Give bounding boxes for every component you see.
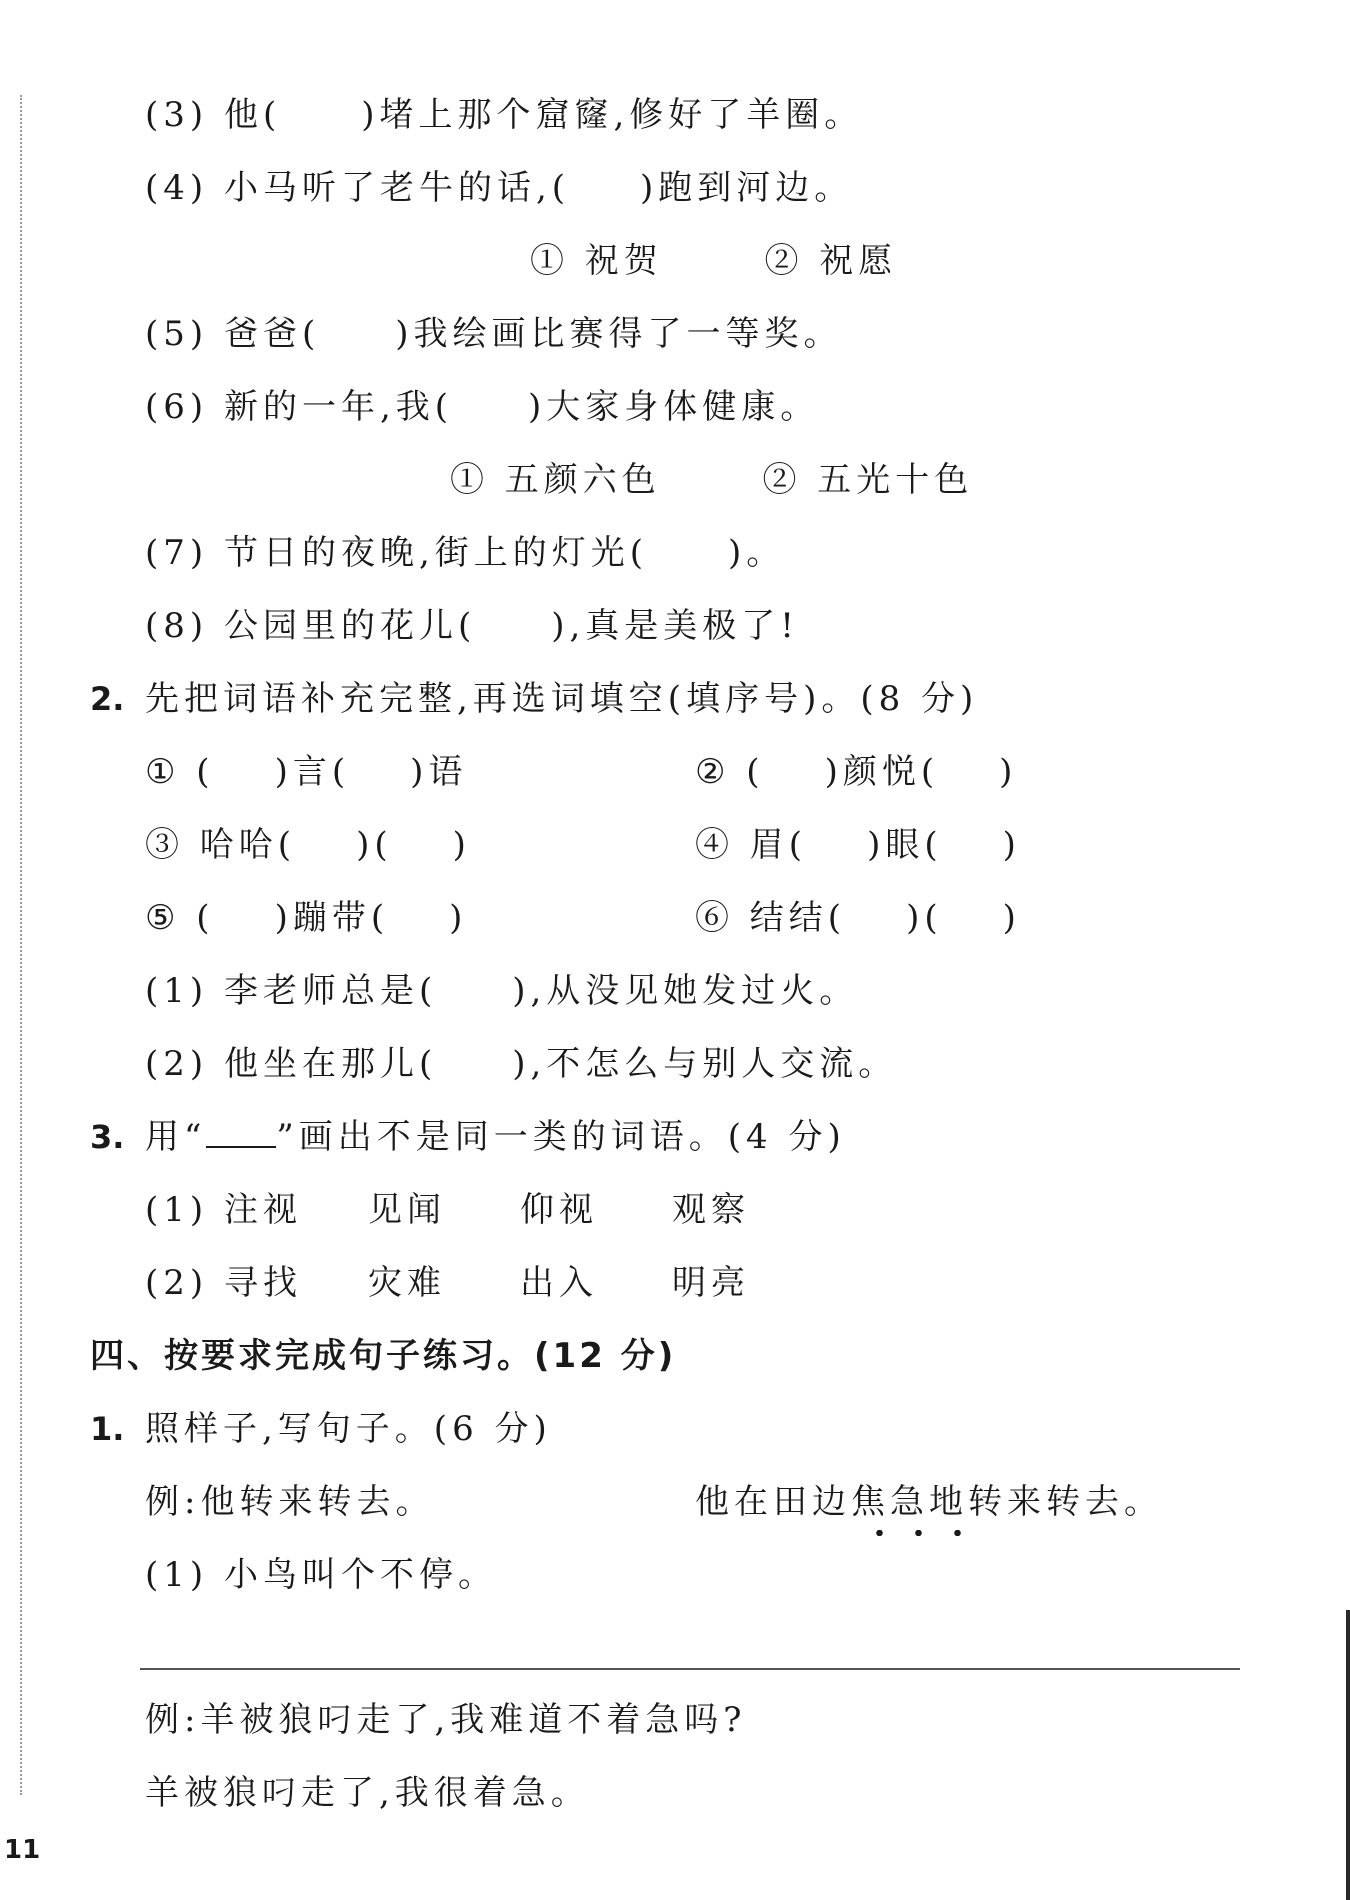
sentence-6 xyxy=(145,387,819,427)
page-number: 11 xyxy=(4,1835,41,1865)
question-4-1-title: 照样子,写句子。(6 分) xyxy=(145,1409,552,1449)
options-zhu xyxy=(530,241,897,281)
question-3-title: 用“ ”画出不是同一类的词语。(4 分) xyxy=(145,1117,846,1157)
example-2-line-2: 羊被狼叼走了,我很着急。 xyxy=(145,1773,590,1813)
word-group-2 xyxy=(145,1263,302,1303)
example-1-left: 例:他转来转去。 xyxy=(145,1482,435,1522)
sentence-4 xyxy=(145,168,853,208)
answer-line[interactable] xyxy=(140,1668,1240,1670)
sentence-5-post: )我绘画比赛得了一等奖。 xyxy=(395,314,843,354)
question-2-title: 先把词语补充完整,再选词填空(填序号)。(8 分) xyxy=(145,679,979,719)
sentence-8-pre: (8) 公园里的花儿( xyxy=(145,606,477,646)
word-5: ⑤ ( )蹦带( ) xyxy=(145,898,468,938)
section-4-title: 四、按要求完成句子练习。(12 分) xyxy=(90,1336,677,1376)
group-1-word-3[interactable]: 仰视 xyxy=(520,1190,598,1230)
word-1: ① ( )言( )语 xyxy=(145,752,468,792)
sentence-7-post: )。 xyxy=(728,533,786,573)
sentence-8 xyxy=(145,606,799,646)
word-2: ② ( )颜悦( ) xyxy=(695,752,1018,792)
option-1: ① 五颜六色 xyxy=(450,460,661,500)
sentence-6-post: )大家身体健康。 xyxy=(528,387,820,427)
sentence-5-pre: (5) 爸爸( xyxy=(145,314,321,354)
fill-sentence-1: (1) 李老师总是( ),从没见她发过火。 xyxy=(145,971,859,1011)
group-2-word-1[interactable]: (2) 寻找 xyxy=(145,1263,302,1303)
sentence-7 xyxy=(145,533,785,573)
page-edge-shadow xyxy=(1346,1610,1350,1900)
sentence-4-pre: (4) 小马听了老牛的话,( xyxy=(145,168,571,208)
sentence-6-pre: (6) 新的一年,我( xyxy=(145,387,454,427)
group-2-word-4[interactable]: 明亮 xyxy=(672,1263,750,1303)
binding-dotted-line xyxy=(20,95,22,1795)
example-2-line-1: 例:羊被狼叼走了,我难道不着急吗? xyxy=(145,1700,747,1740)
word-4: ④ 眉( )眼( ) xyxy=(695,825,1021,865)
group-2-word-2[interactable]: 灾难 xyxy=(368,1263,446,1303)
options-wu xyxy=(450,460,973,500)
word-6: ⑥ 结结( )( ) xyxy=(695,898,1021,938)
task-1-sentence: (1) 小鸟叫个不停。 xyxy=(145,1555,497,1595)
underline-sample xyxy=(206,1118,276,1148)
fill-sentence-2: (2) 他坐在那儿( ),不怎么与别人交流。 xyxy=(145,1044,898,1084)
emphasis-dotted-word: 焦急地 xyxy=(851,1482,968,1522)
sentence-3 xyxy=(145,95,863,135)
question-3-number: 3. xyxy=(90,1118,125,1156)
sentence-4-post: )跑到河边。 xyxy=(640,168,854,208)
group-1-word-4[interactable]: 观察 xyxy=(672,1190,750,1230)
group-1-word-1[interactable]: (1) 注视 xyxy=(145,1190,302,1230)
sentence-5 xyxy=(145,314,843,354)
sentence-7-pre: (7) 节日的夜晚,街上的灯光( xyxy=(145,533,649,573)
emphasis-dots xyxy=(851,1530,968,1536)
sentence-3-pre: (3) 他( xyxy=(145,95,282,135)
group-2-word-3[interactable]: 出入 xyxy=(520,1263,598,1303)
question-2-number: 2. xyxy=(90,680,125,718)
question-4-1-number: 1. xyxy=(90,1410,125,1448)
example-1-right: 他在田边焦急地 转来转去。 xyxy=(695,1482,1163,1522)
word-3: ③ 哈哈( )( ) xyxy=(145,825,471,865)
option-1: ① 祝贺 xyxy=(530,241,663,281)
word-group-1 xyxy=(145,1190,302,1230)
option-2: ② 祝愿 xyxy=(764,241,898,281)
option-2: ② 五光十色 xyxy=(762,460,974,500)
sentence-3-post: )堵上那个窟窿,修好了羊圈。 xyxy=(361,95,864,135)
sentence-8-post: ),真是美极了! xyxy=(551,606,799,646)
group-1-word-2[interactable]: 见闻 xyxy=(368,1190,446,1230)
